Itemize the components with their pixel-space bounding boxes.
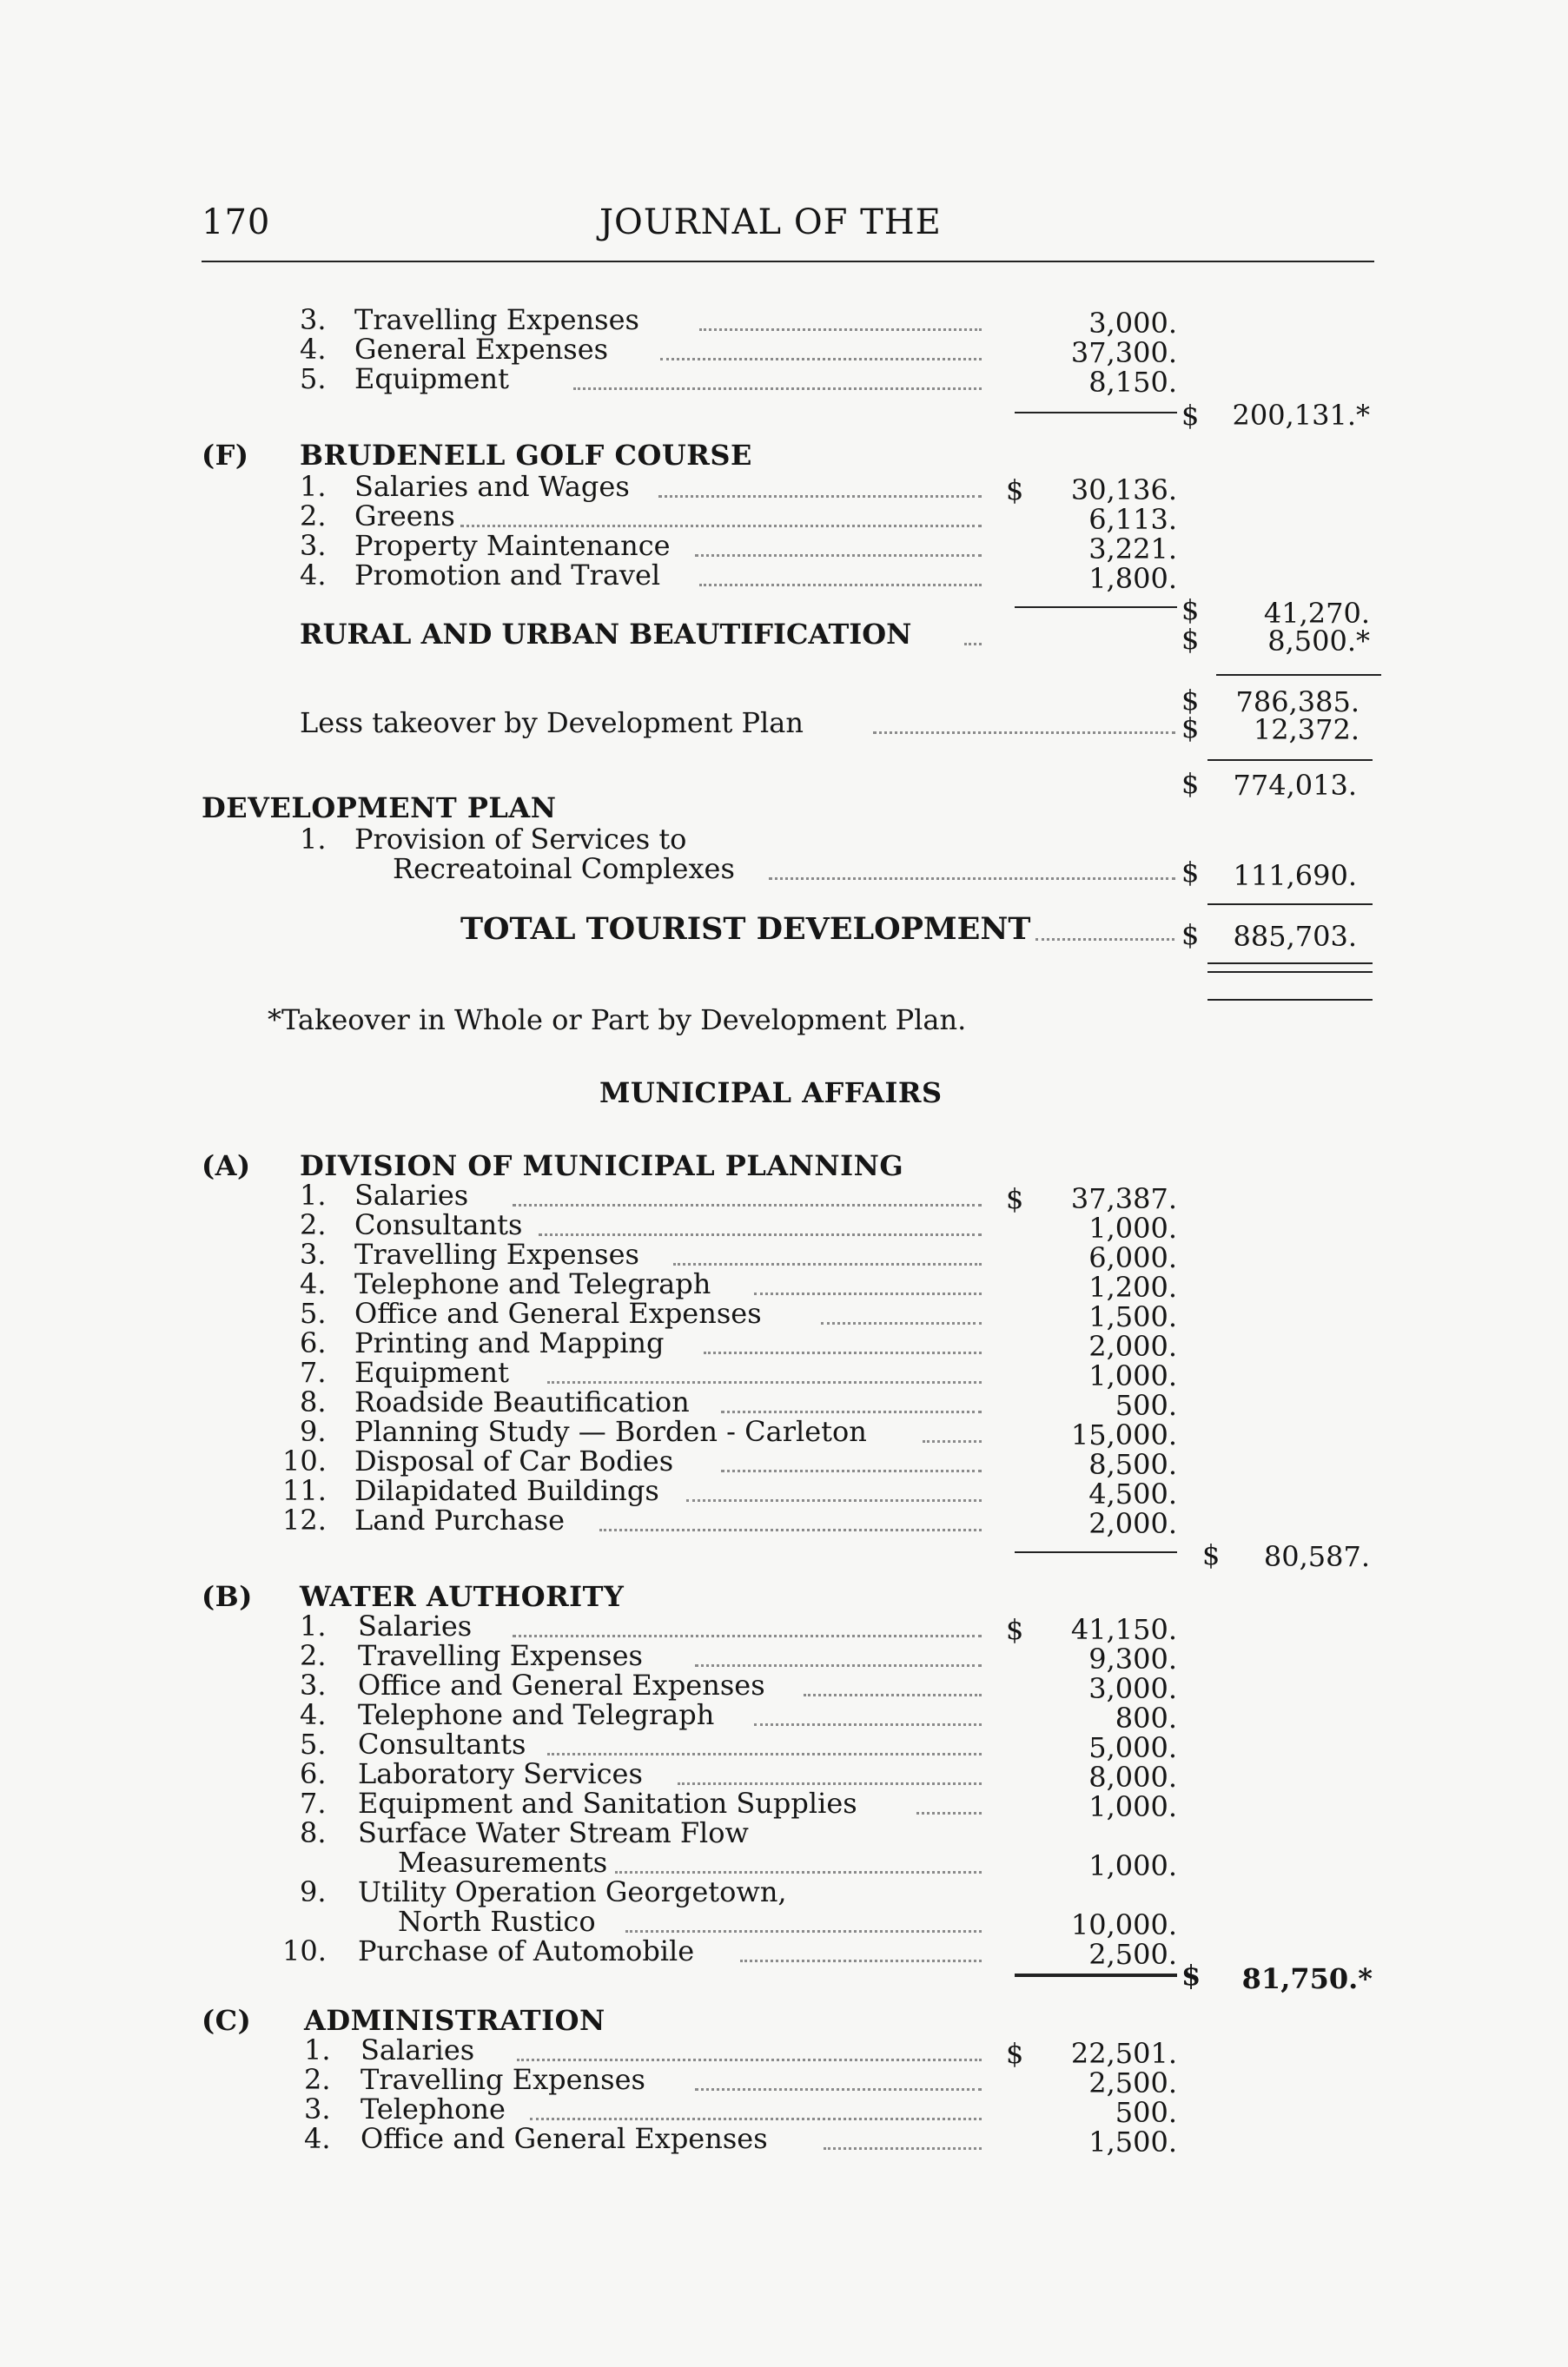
item-number: 11. (282, 1474, 327, 1507)
item-number: 8. (300, 1385, 327, 1418)
dollar-sign: $ (1181, 623, 1200, 656)
item-amount: 500. (1115, 2096, 1177, 2129)
item-amount: 10,000. (1070, 1908, 1177, 1941)
total-tourist-development-amount: 885,703. (1233, 920, 1357, 953)
item-number: 6. (300, 1326, 327, 1359)
development-plan-amount: 111,690. (1233, 859, 1357, 892)
dot-leader (513, 1204, 982, 1207)
section-total: 41,270. (1263, 597, 1370, 630)
rural-beautification-amount: 8,500.* (1267, 625, 1370, 658)
item-number: 1. (300, 823, 327, 856)
item-amount: 41,150. (1070, 1613, 1177, 1646)
section-total: 81,750.* (1241, 1962, 1373, 1995)
dot-leader (695, 554, 982, 557)
section-total: 80,587. (1263, 1540, 1370, 1573)
item-amount: 2,000. (1088, 1507, 1177, 1540)
page-number: 170 (202, 202, 271, 242)
item-amount: 8,000. (1088, 1761, 1177, 1794)
dot-leader (704, 1352, 982, 1354)
item-amount: 1,800. (1088, 562, 1177, 595)
item-label: Laboratory Services (358, 1757, 643, 1790)
dot-leader (923, 1440, 982, 1443)
subtotal-rule (1015, 1551, 1177, 1553)
dollar-sign: $ (1006, 1182, 1024, 1215)
item-label: Telephone (361, 2093, 506, 2126)
item-amount: 6,113. (1088, 503, 1177, 536)
item-number: 3. (300, 1238, 327, 1271)
dot-leader (754, 1293, 982, 1295)
item-label: Dilapidated Buildings (354, 1474, 659, 1507)
dollar-sign: $ (1181, 711, 1200, 744)
double-rule (1207, 971, 1373, 973)
item-amount: 9,300. (1088, 1643, 1177, 1676)
total-dollar-sign: $ (1181, 1959, 1201, 1992)
total-dollar-sign: $ (1202, 1538, 1221, 1571)
dot-leader (513, 1635, 982, 1637)
item-amount: 8,500. (1088, 1448, 1177, 1481)
item-label: Travelling Expenses (361, 2063, 645, 2096)
dollar-sign: $ (1006, 2037, 1024, 2070)
item-amount: 800. (1115, 1702, 1177, 1735)
item-amount: 5,000. (1088, 1731, 1177, 1764)
section-title: WATER AUTHORITY (300, 1580, 625, 1613)
item-number: 6. (300, 1757, 327, 1790)
item-label-continued: Measurements (398, 1846, 608, 1879)
item-amount: 15,000. (1070, 1418, 1177, 1451)
item-amount: 1,000. (1088, 1849, 1177, 1882)
item-number: 2. (304, 2063, 331, 2096)
dot-leader (721, 1411, 982, 1413)
item-label: Travelling Expenses (354, 303, 639, 336)
item-label: Telephone and Telegraph (358, 1698, 715, 1731)
total-rule (1216, 674, 1381, 676)
item-amount: 3,000. (1088, 1672, 1177, 1705)
dot-leader (721, 1470, 982, 1472)
dot-leader (530, 2118, 982, 2120)
subtotal-amount: 786,385. (1235, 685, 1360, 718)
item-number: 9. (300, 1415, 327, 1448)
dot-leader (547, 1753, 982, 1755)
item-label: Purchase of Automobile (358, 1934, 695, 1967)
section-title: DIVISION OF MUNICIPAL PLANNING (300, 1149, 904, 1182)
dollar-sign: $ (1006, 473, 1024, 506)
item-number: 4. (300, 559, 327, 592)
section-letter: (F) (202, 439, 249, 472)
section-letter: (B) (202, 1580, 253, 1613)
item-amount: 6,000. (1088, 1241, 1177, 1274)
item-label: Equipment (354, 1356, 509, 1389)
dot-leader (824, 2147, 982, 2150)
item-number: 7. (300, 1787, 327, 1820)
item-number: 5. (300, 1297, 327, 1330)
item-label: General Expenses (354, 333, 609, 366)
dot-leader (539, 1233, 982, 1236)
item-number: 3. (300, 303, 327, 336)
item-number: 12. (282, 1504, 327, 1537)
development-plan-title: DEVELOPMENT PLAN (202, 791, 557, 824)
dot-leader (916, 1812, 982, 1815)
item-label: Planning Study — Borden - Carleton (354, 1415, 867, 1448)
item-number: 2. (300, 1639, 327, 1672)
item-amount: 1,500. (1088, 1300, 1177, 1333)
item-label: Travelling Expenses (354, 1238, 639, 1271)
dot-leader (615, 1871, 982, 1874)
less-takeover-label: Less takeover by Development Plan (300, 706, 804, 739)
item-number: 4. (300, 1698, 327, 1731)
item-label: Salaries and Wages (354, 470, 630, 503)
dot-leader (660, 358, 982, 360)
item-label: Salaries (358, 1610, 473, 1643)
dot-leader (658, 495, 982, 498)
item-label: Equipment (354, 362, 509, 395)
item-label: Office and General Expenses (361, 2122, 768, 2155)
item-label: Salaries (361, 2033, 475, 2066)
item-number: 8. (300, 1816, 327, 1849)
item-label: Salaries (354, 1179, 469, 1212)
item-number: 9. (300, 1875, 327, 1908)
dot-leader (754, 1723, 982, 1726)
item-label: Provision of Services to (354, 823, 687, 856)
total-dollar-sign: $ (1181, 593, 1200, 626)
subtotal-rule (1015, 1974, 1177, 1977)
dollar-sign: $ (1181, 767, 1200, 800)
dollar-sign: $ (1181, 856, 1200, 889)
municipal-affairs-heading: MUNICIPAL AFFAIRS (599, 1076, 943, 1109)
dot-leader (599, 1529, 982, 1531)
dot-leader (821, 1322, 982, 1325)
net-amount: 774,013. (1233, 769, 1357, 802)
dollar-sign: $ (1006, 1613, 1024, 1646)
item-number: 4. (300, 1267, 327, 1300)
item-amount: 3,221. (1088, 532, 1177, 565)
item-number: 4. (304, 2122, 331, 2155)
item-amount: 8,150. (1088, 366, 1177, 399)
total-rule (1207, 759, 1373, 761)
item-number: 1. (300, 1179, 327, 1212)
item-label: Surface Water Stream Flow (358, 1816, 749, 1849)
dot-leader (740, 1960, 982, 1962)
item-number: 1. (300, 1610, 327, 1643)
dot-leader (695, 1664, 982, 1667)
item-label: Disposal of Car Bodies (354, 1445, 674, 1478)
item-number: 1. (304, 2033, 331, 2066)
item-amount: 30,136. (1070, 473, 1177, 506)
header-rule (202, 261, 1374, 262)
double-rule (1207, 962, 1373, 964)
subtotal-rule (1015, 606, 1177, 608)
item-number: 2. (300, 1208, 327, 1241)
dot-leader (573, 387, 982, 390)
section-letter: (C) (202, 2004, 252, 2037)
dot-leader (625, 1930, 982, 1933)
dollar-sign: $ (1181, 918, 1200, 951)
item-label-continued: Recreatoinal Complexes (393, 852, 735, 885)
item-label: Equipment and Sanitation Supplies (358, 1787, 857, 1820)
item-number: 3. (300, 529, 327, 562)
item-amount: 37,387. (1070, 1182, 1177, 1215)
item-label: Office and General Expenses (354, 1297, 762, 1330)
less-takeover-amount: 12,372. (1253, 713, 1360, 746)
item-amount: 2,500. (1088, 1938, 1177, 1971)
total-rule (1207, 903, 1373, 905)
dot-leader (678, 1782, 982, 1785)
item-amount: 1,000. (1088, 1212, 1177, 1245)
item-number: 4. (300, 333, 327, 366)
item-amount: 1,500. (1088, 2126, 1177, 2159)
total-dollar-sign: $ (1181, 399, 1200, 432)
double-rule (1207, 999, 1373, 1001)
item-label: Greens (354, 499, 455, 532)
dot-leader (695, 2088, 982, 2091)
item-amount: 22,501. (1070, 2037, 1177, 2070)
rural-beautification-label: RURAL AND URBAN BEAUTIFICATION (300, 618, 912, 651)
item-label: Telephone and Telegraph (354, 1267, 711, 1300)
dot-leader (964, 643, 982, 645)
item-number: 10. (282, 1934, 327, 1967)
total-tourist-development-label: TOTAL TOURIST DEVELOPMENT (460, 911, 1031, 947)
item-number: 1. (300, 470, 327, 503)
item-label: Utility Operation Georgetown, (358, 1875, 787, 1908)
item-label: Land Purchase (354, 1504, 565, 1537)
item-label: Consultants (358, 1728, 526, 1761)
dot-leader (547, 1381, 982, 1384)
item-amount: 37,300. (1070, 336, 1177, 369)
dot-leader (1035, 938, 1174, 941)
dot-leader (517, 2059, 982, 2061)
item-label: Property Maintenance (354, 529, 671, 562)
item-number: 2. (300, 499, 327, 532)
item-number: 3. (304, 2093, 331, 2126)
dot-leader (460, 525, 982, 527)
item-number: 7. (300, 1356, 327, 1389)
dot-leader (873, 731, 1175, 734)
section-title: BRUDENELL GOLF COURSE (300, 439, 752, 472)
item-amount: 3,000. (1088, 307, 1177, 340)
dot-leader (804, 1694, 982, 1696)
footnote: *Takeover in Whole or Part by Development Plan. (268, 1003, 967, 1036)
dot-leader (699, 328, 982, 331)
item-label: Printing and Mapping (354, 1326, 665, 1359)
section-title: ADMINISTRATION (304, 2004, 605, 2037)
item-amount: 500. (1115, 1389, 1177, 1422)
item-label: Promotion and Travel (354, 559, 661, 592)
dot-leader (673, 1263, 982, 1266)
top-total-amount: 200,131.* (1232, 399, 1370, 432)
item-number: 5. (300, 362, 327, 395)
item-amount: 4,500. (1088, 1478, 1177, 1511)
item-amount: 1,000. (1088, 1359, 1177, 1392)
item-amount: 1,000. (1088, 1790, 1177, 1823)
item-label: Office and General Expenses (358, 1669, 765, 1702)
dot-leader (686, 1499, 982, 1502)
item-label: Travelling Expenses (358, 1639, 643, 1672)
subtotal-rule (1015, 412, 1177, 413)
item-number: 3. (300, 1669, 327, 1702)
dot-leader (699, 584, 982, 586)
item-label: Roadside Beautification (354, 1385, 690, 1418)
running-title: JOURNAL OF THE (599, 202, 942, 242)
item-label-continued: North Rustico (398, 1905, 596, 1938)
dot-leader (769, 877, 1175, 880)
item-amount: 2,000. (1088, 1330, 1177, 1363)
item-number: 10. (282, 1445, 327, 1478)
item-amount: 1,200. (1088, 1271, 1177, 1304)
item-number: 5. (300, 1728, 327, 1761)
dollar-sign: $ (1181, 684, 1200, 717)
item-amount: 2,500. (1088, 2066, 1177, 2099)
item-label: Consultants (354, 1208, 523, 1241)
section-letter: (A) (202, 1149, 251, 1182)
